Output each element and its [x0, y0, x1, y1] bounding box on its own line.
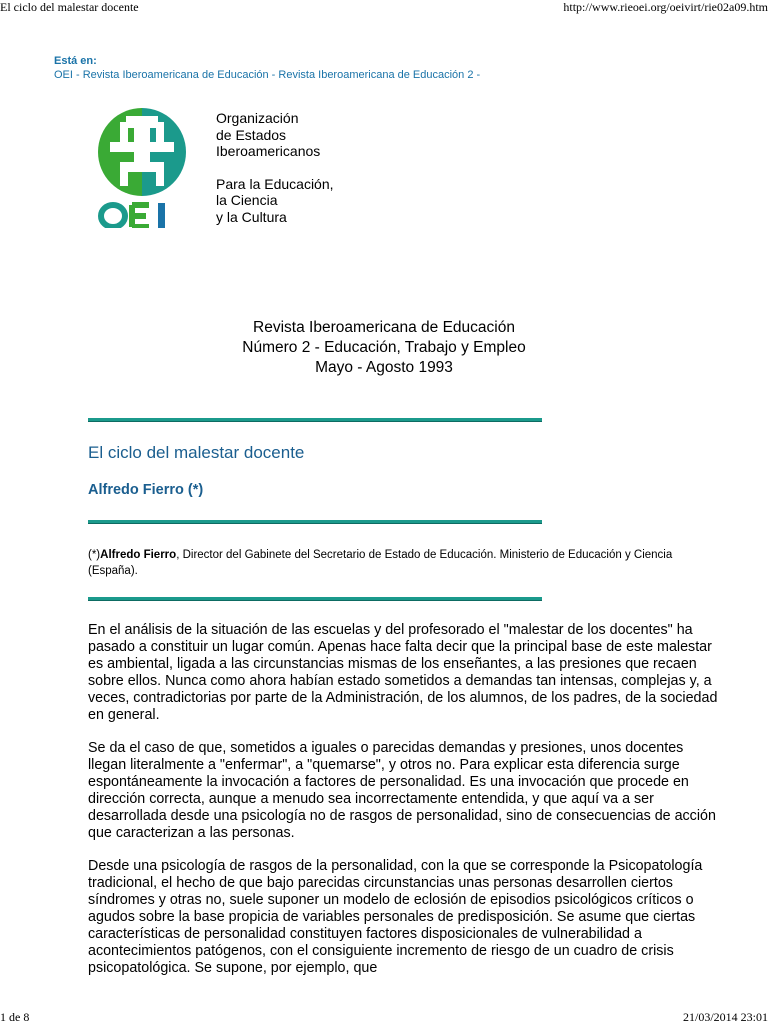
note-prefix: (*): [88, 549, 101, 561]
print-footer-datetime: 21/03/2014 23:01: [682, 1010, 768, 1024]
org-mission-line: y la Cultura: [216, 208, 287, 225]
breadcrumb-link-revista[interactable]: Revista Iberoamericana de Educación: [82, 69, 269, 81]
divider: [88, 520, 542, 523]
article-paragraph: Desde una psicología de rasgos de la personalidad, con la que se corresponde la Psicopatología tradicional, el hecho de que bajo parecidas circunstancias unas personas desarrollen ciertos síndromes y otras no, suele suponer un modelo de eclosión de episodios psicológicos críticos o agudos sobre la base propicia de variables personales de predisposición. Se asume que ciertas características de personalidad constituyen factores disposicionales de vulnerabilidad a acontecimientos patógenos, con el consiguiente incremento de riesgo de un cuadro de crisis psicopatológica. Se supone, por ejemplo, que: [88, 858, 703, 976]
org-mission-line: la Ciencia: [216, 192, 278, 208]
article-author: Alfredo Fierro (*): [88, 482, 204, 498]
breadcrumb-label: Está en:: [54, 55, 97, 67]
journal-name: Revista Iberoamericana de Educación: [253, 319, 515, 336]
article-paragraph: Se da el caso de que, sometidos a iguales o parecidas demandas y presiones, unos docentes llegan literalmente a "enfermar", a "quemarse", y otros no. Para explicar esta diferencia surge espontáneamente la invocación a factores de personalidad. Es una invocación que procede en dirección correcta, aunque a menudo sea incorrectamente entendida, y que aquí va a ser desarrollada desde una psicología no de rasgos de personalidad, sino de consecuencias de acción que caracterizan a las personas.: [88, 740, 716, 841]
breadcrumb: [54, 54, 480, 82]
article-body: [88, 622, 718, 993]
print-header-title: El ciclo del malestar docente: [0, 0, 139, 14]
breadcrumb-separator: -: [268, 69, 279, 81]
breadcrumb-separator: -: [72, 69, 83, 81]
author-note: [88, 547, 708, 579]
divider: [88, 418, 542, 421]
org-mission-line: Para la Educación,: [216, 175, 334, 192]
breadcrumb-link-oei[interactable]: OEI: [54, 69, 73, 81]
article-title: El ciclo del malestar docente: [88, 443, 305, 462]
oei-logo[interactable]: [96, 106, 188, 228]
print-header-url: http://www.rieoei.org/oeivirt/rie02a09.htm: [563, 0, 768, 14]
note-text: , Director del Gabinete del Secretario de Estado de Educación. Ministerio de Educación y Ciencia (España).: [88, 549, 673, 577]
print-footer-page: 1 de 8: [0, 1010, 30, 1024]
organization-block: [216, 110, 334, 225]
journal-issue: Número 2 - Educación, Trabajo y Empleo: [242, 339, 526, 356]
breadcrumb-link-revista-2[interactable]: Revista Iberoamericana de Educación 2: [278, 69, 474, 81]
breadcrumb-separator: -: [473, 69, 481, 81]
journal-date: Mayo - Agosto 1993: [315, 359, 453, 376]
org-name-line: de Estados: [216, 126, 287, 143]
divider: [88, 597, 542, 600]
oei-logo-icon: [96, 106, 188, 228]
org-name-line: Organización: [216, 110, 299, 126]
note-author-name: Alfredo Fierro: [100, 549, 177, 561]
article-paragraph: En el análisis de la situación de las escuelas y del profesorado el "malestar de los docentes" ha pasado a constituir un lugar común. Apenas hace falta decir que la principal base de este malestar es ambiental, ligada a las circunstancias mismas de los enseñantes, a las presiones que recaen sobre ellos. Nunca como ahora habían estado sometidos a demandas tan intensas, complejas y, a veces, contradictorias por parte de la Administración, de los alumnos, de los padres, de la sociedad en general.: [88, 622, 718, 723]
journal-info: [0, 318, 768, 378]
org-name-line: Iberoamericanos: [216, 143, 321, 159]
